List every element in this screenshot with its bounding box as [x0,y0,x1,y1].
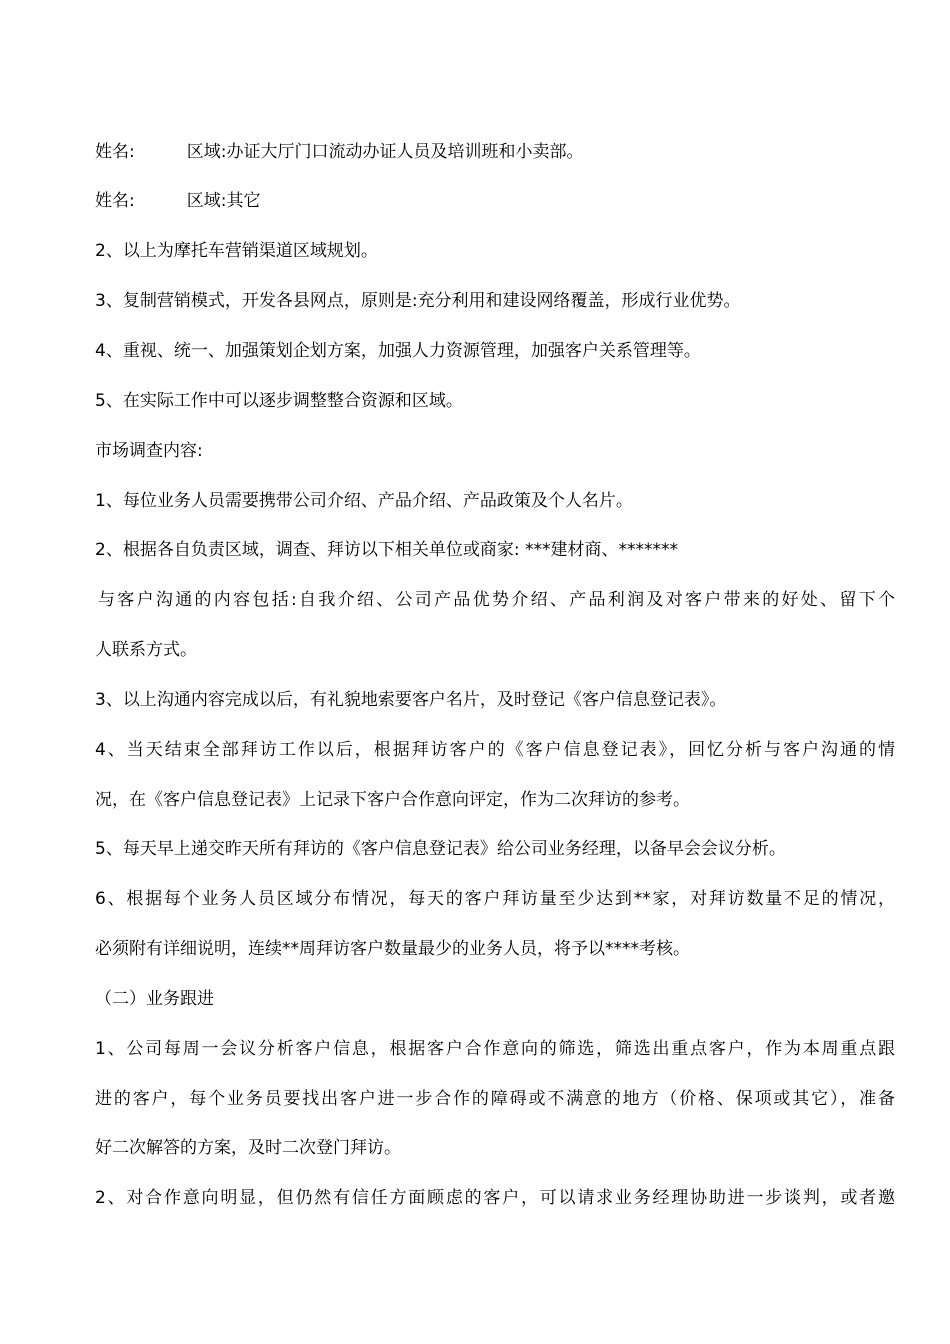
name-label: 姓名: [95,142,135,162]
paragraph-line: 3、以上沟通内容完成以后，有礼貌地索要客户名片，及时登记《客户信息登记表》。 [95,690,727,710]
paragraph-line: 4、当天结束全部拜访工作以后，根据拜访客户的《客户信息登记表》，回忆分析与客户沟通的情 [95,740,895,760]
paragraph-line: 2、根据各自负责区域，调查、拜访以下相关单位或商家: ***建材商、******* [95,540,678,560]
paragraph-line: 4、重视、统一、加强策划企划方案，加强人力资源管理，加强客户关系管理等。 [95,341,701,361]
name-region-line-2 [95,189,895,213]
section-heading: （二）业务跟进 [95,989,214,1009]
paragraph-line: 5、每天早上递交昨天所有拜访的《客户信息登记表》给公司业务经理，以备早会会议分析。 [95,839,786,859]
paragraph-line: 5、在实际工作中可以逐步调整整合资源和区域。 [95,391,463,411]
paragraph-line: 人联系方式。 [95,640,197,660]
paragraph-line: 1、公司每周一会议分析客户信息，根据客户合作意向的筛选，筛选出重点客户，作为本周重点跟 [95,1039,895,1059]
paragraph-line: 3、复制营销模式，开发各县网点，原则是:充分利用和建设网络覆盖，形成行业优势。 [95,291,741,311]
paragraph-line: 况，在《客户信息登记表》上记录下客户合作意向评定，作为二次拜访的参考。 [95,790,690,810]
name-region-line-1 [95,140,895,164]
paragraph-line: 好二次解答的方案，及时二次登门拜访。 [95,1138,401,1158]
section-heading: 市场调查内容: [95,441,203,461]
paragraph-line: 2、对合作意向明显，但仍然有信任方面顾虑的客户，可以请求业务经理协助进一步谈判，或者邀 [95,1188,895,1208]
paragraph-line: 必须附有详细说明，连续**周拜访客户数量最少的业务人员，将予以****考核。 [95,939,690,959]
paragraph-line: 1、每位业务人员需要携带公司介绍、产品介绍、产品政策及个人名片。 [95,491,633,511]
region-text: 区域:办证大厅门口流动办证人员及培训班和小卖部。 [186,142,584,162]
paragraph-line: 与客户沟通的内容包括:自我介绍、公司产品优势介绍、产品利润及对客户带来的好处、留下个 [98,590,895,610]
paragraph-line: 进的客户，每个业务员要找出客户进一步合作的障碍或不满意的地方（价格、保项或其它），准备 [95,1089,895,1109]
region-text: 区域:其它 [186,191,261,211]
paragraph-line: 2、以上为摩托车营销渠道区域规划。 [95,241,378,261]
name-label: 姓名: [95,191,135,211]
paragraph-line: 6、根据每个业务人员区域分布情况，每天的客户拜访量至少达到**家，对拜访数量不足的情况， [95,889,895,909]
